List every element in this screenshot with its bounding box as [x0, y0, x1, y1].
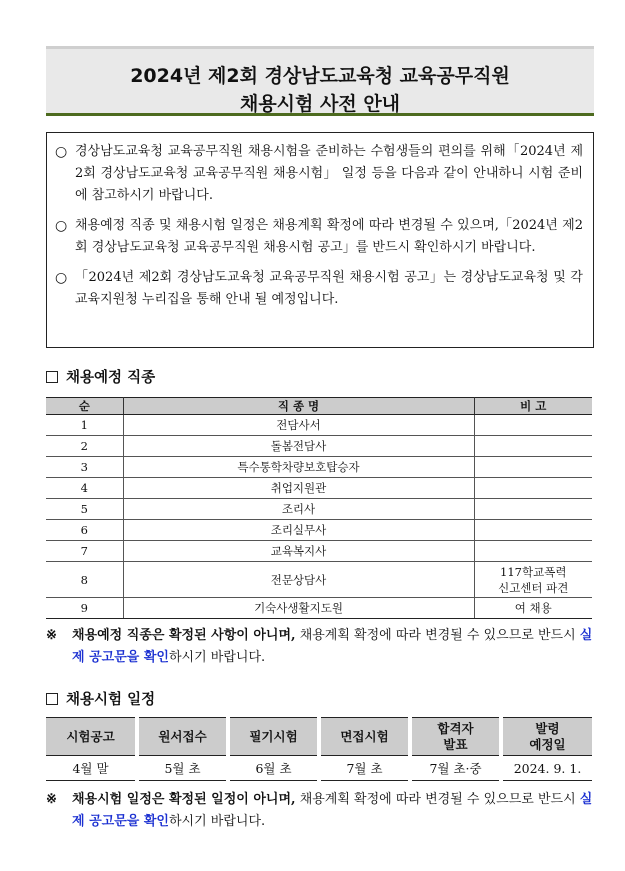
notice-text: 경상남도교육청 교육공무직원 채용시험을 준비하는 수험생들의 편의를 위해「2024년 제2회 경상남도교육청 교육공무직원 채용시험」 일정 등을 다음과 같이 안내하니 시험 준비에 참고하시기 바랍니다.	[75, 144, 583, 203]
notice-item	[55, 267, 583, 311]
table-cell: 특수통학차량보호탑승자	[123, 457, 474, 478]
table-cell	[474, 520, 592, 541]
table-header-row	[46, 398, 592, 415]
table-cell	[474, 499, 592, 520]
table-cell: 6	[46, 520, 123, 541]
column-header: 원서접수	[137, 718, 228, 756]
schedule-table	[46, 717, 592, 781]
table-cell: 1	[46, 415, 123, 436]
note-text	[72, 789, 594, 833]
table-header-row	[46, 718, 592, 756]
table-row	[46, 499, 592, 520]
notice-item	[55, 215, 583, 259]
note-plain: 하시기 바랍니다.	[168, 814, 266, 829]
table-cell: 전담사서	[123, 415, 474, 436]
section-heading-text: 채용시험 일정	[66, 692, 156, 708]
table-cell: 5월 초	[137, 756, 228, 781]
section-heading-text: 채용예정 직종	[66, 370, 156, 386]
column-header: 순	[46, 398, 123, 415]
table-cell: 조리실무사	[123, 520, 474, 541]
column-header: 발령 예정일	[501, 718, 592, 756]
table-row	[46, 436, 592, 457]
note-plain: 채용계획 확정에 따라 변경될 수 있으므로 반드시	[295, 792, 580, 807]
table-cell: 4월 말	[46, 756, 137, 781]
table-cell: 7월 초·중	[410, 756, 501, 781]
table-cell: 조리사	[123, 499, 474, 520]
column-header: 필기시험	[228, 718, 319, 756]
note-text	[72, 625, 594, 669]
table-cell: 7월 초	[319, 756, 410, 781]
table-cell	[474, 478, 592, 499]
jobs-footnote	[46, 625, 594, 669]
notice-text: 「2024년 제2회 경상남도교육청 교육공무직원 채용시험 공고」는 경상남도교육청 및 각 교육지원청 누리집을 통해 안내 될 예정입니다.	[75, 270, 583, 307]
table-cell	[474, 457, 592, 478]
table-cell: 9	[46, 598, 123, 619]
column-header: 면접시험	[319, 718, 410, 756]
note-bold: 채용예정 직종은 확정된 사항이 아니며,	[72, 628, 296, 643]
section-heading-schedule	[46, 688, 155, 709]
table-cell	[474, 436, 592, 457]
table-cell: 교육복지사	[123, 541, 474, 562]
table-cell: 7	[46, 541, 123, 562]
circle-bullet-icon: ○	[55, 144, 68, 160]
table-cell: 117학교폭력 신고센터 파견	[474, 562, 592, 598]
table-cell: 돌봄전담사	[123, 436, 474, 457]
note-mark: ※	[46, 628, 57, 643]
table-cell: 여 채용	[474, 598, 592, 619]
checkbox-square-icon	[46, 371, 58, 383]
checkbox-square-icon	[46, 693, 58, 705]
notice-item	[55, 141, 583, 207]
column-header: 직 종 명	[123, 398, 474, 415]
notice-text: 채용예정 직종 및 채용시험 일정은 채용계획 확정에 따라 변경될 수 있으며,「2024년 제2회 경상남도교육청 교육공무직원 채용시험 공고」를 반드시 확인하시기 바랍니다.	[75, 218, 583, 255]
table-row	[46, 756, 592, 781]
jobs-table	[46, 397, 592, 619]
note-highlight: 실제 공고문을 확인	[72, 792, 593, 829]
table-cell: 2	[46, 436, 123, 457]
table-row	[46, 478, 592, 499]
column-header: 비 고	[474, 398, 592, 415]
table-cell	[474, 415, 592, 436]
circle-bullet-icon: ○	[55, 270, 68, 286]
note-plain: 채용계획 확정에 따라 변경될 수 있으므로 반드시	[295, 628, 580, 643]
note-highlight: 실제 공고문을 확인	[72, 628, 593, 665]
section-heading-jobs	[46, 366, 155, 387]
note-bold: 채용시험 일정은 확정된 일정이 아니며,	[72, 792, 296, 807]
table-cell: 4	[46, 478, 123, 499]
title-line-1: 2024년 제2회 경상남도교육청 교육공무직원	[130, 65, 510, 87]
column-header: 합격자 발표	[410, 718, 501, 756]
table-row	[46, 520, 592, 541]
table-cell: 취업지원관	[123, 478, 474, 499]
table-cell: 전문상담사	[123, 562, 474, 598]
table-cell: 8	[46, 562, 123, 598]
table-cell: 3	[46, 457, 123, 478]
schedule-footnote	[46, 789, 594, 833]
title-banner	[46, 46, 594, 116]
table-row	[46, 562, 592, 598]
table-cell: 6월 초	[228, 756, 319, 781]
table-row	[46, 541, 592, 562]
circle-bullet-icon: ○	[55, 218, 68, 234]
table-cell: 2024. 9. 1.	[501, 756, 592, 781]
table-row	[46, 457, 592, 478]
note-plain: 하시기 바랍니다.	[168, 650, 266, 665]
title-line-2: 채용시험 사전 안내	[239, 93, 401, 115]
table-cell: 기숙사생활지도원	[123, 598, 474, 619]
table-row	[46, 598, 592, 619]
note-mark: ※	[46, 792, 57, 807]
table-cell: 5	[46, 499, 123, 520]
table-row	[46, 415, 592, 436]
notice-box	[46, 132, 594, 348]
column-header: 시험공고	[46, 718, 137, 756]
table-cell	[474, 541, 592, 562]
